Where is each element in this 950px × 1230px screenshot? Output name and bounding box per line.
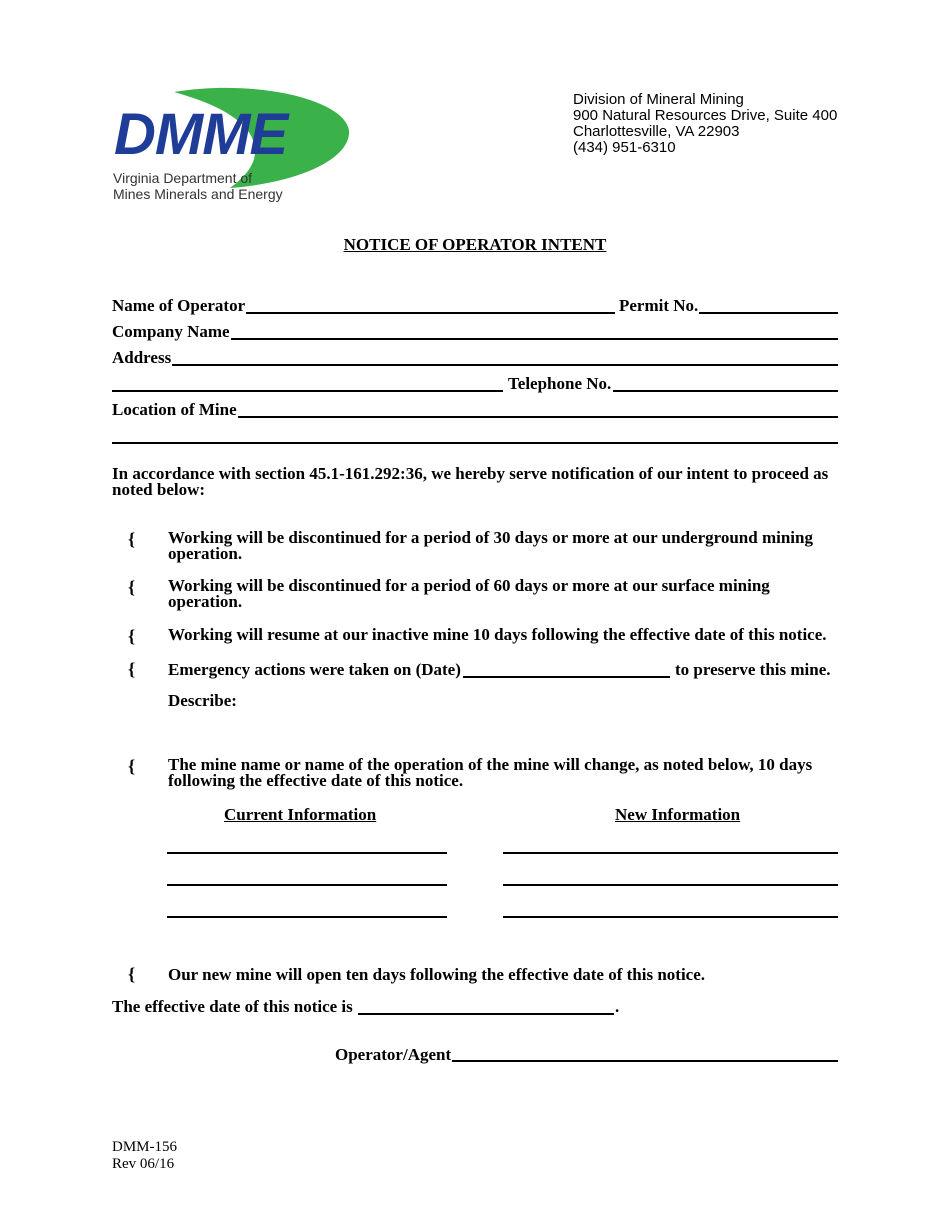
- form-revision: Rev 06/16: [112, 1156, 175, 1172]
- logo-subtitle-line2: Mines Minerals and Energy: [113, 186, 283, 202]
- effective-date-label: The effective date of this notice is: [112, 997, 353, 1016]
- company-name-field[interactable]: [231, 338, 838, 340]
- form-number: DMM-156: [112, 1139, 178, 1155]
- option-1-text: Working will be discontinued for a period of 30 days or more at our underground mining operation.: [168, 528, 813, 563]
- describe-label: Describe:: [168, 691, 237, 710]
- effective-date-field[interactable]: [358, 1013, 614, 1015]
- emergency-date-field[interactable]: [463, 676, 670, 678]
- form-title: NOTICE OF OPERATOR INTENT: [343, 235, 607, 254]
- operator-agent-label: Operator/Agent: [335, 1045, 452, 1064]
- current-info-field-2[interactable]: [167, 884, 447, 886]
- option-4-text-pre: Emergency actions were taken on (Date): [168, 660, 461, 679]
- logo-subtitle-line1: Virginia Department of: [113, 170, 253, 186]
- current-information-heading: Current Information: [224, 805, 377, 824]
- name-of-operator-field[interactable]: [246, 312, 615, 314]
- option-4-checkbox[interactable]: {: [128, 659, 136, 679]
- permit-no-label: Permit No.: [619, 296, 699, 315]
- address-field[interactable]: [172, 364, 838, 366]
- current-info-field-3[interactable]: [167, 916, 447, 918]
- logo-wordmark: DMME: [114, 102, 288, 167]
- location-of-mine-label: Location of Mine: [112, 400, 237, 419]
- option-4-text-post: to preserve this mine.: [675, 660, 831, 679]
- name-of-operator-label: Name of Operator: [112, 296, 246, 315]
- new-info-field-3[interactable]: [503, 916, 838, 918]
- option-2-text: Working will be discontinued for a period of 60 days or more at our surface mining operation.: [168, 576, 770, 611]
- location-of-mine-field[interactable]: [238, 416, 838, 418]
- telephone-no-label: Telephone No.: [508, 374, 612, 393]
- option-5-checkbox[interactable]: {: [128, 756, 136, 776]
- operator-agent-signature-field[interactable]: [452, 1060, 838, 1062]
- option-2-checkbox[interactable]: {: [128, 577, 136, 597]
- option-3-checkbox[interactable]: {: [128, 626, 136, 646]
- company-name-label: Company Name: [112, 322, 230, 341]
- current-info-field-1[interactable]: [167, 852, 447, 854]
- new-info-field-2[interactable]: [503, 884, 838, 886]
- logo-subtitle: [113, 170, 283, 202]
- form-footer: [112, 1139, 177, 1173]
- address-line-2: 900 Natural Resources Drive, Suite 400: [573, 107, 838, 124]
- office-address: [573, 92, 837, 156]
- new-information-heading: New Information: [615, 805, 741, 824]
- address-label: Address: [112, 348, 172, 367]
- intro-paragraph: In accordance with section 45.1-161.292:36, we hereby serve notification of our intent to proceed as noted below:: [112, 464, 829, 499]
- option-6-checkbox[interactable]: {: [128, 964, 136, 984]
- address-field-line-2[interactable]: [112, 390, 503, 392]
- option-5-text: The mine name or name of the operation of the mine will change, as noted below, 10 days following the effective date of this notice.: [168, 755, 813, 790]
- option-1-checkbox[interactable]: {: [128, 529, 136, 549]
- new-info-field-1[interactable]: [503, 852, 838, 854]
- option-6-text: Our new mine will open ten days following the effective date of this notice.: [168, 965, 706, 984]
- address-line-1: Division of Mineral Mining: [573, 91, 744, 108]
- telephone-no-field[interactable]: [613, 390, 838, 392]
- permit-no-field[interactable]: [699, 312, 838, 314]
- option-3-text: Working will resume at our inactive mine 10 days following the effective date of this notice.: [168, 625, 827, 644]
- location-of-mine-field-line-2[interactable]: [112, 442, 838, 444]
- address-line-4: (434) 951-6310: [573, 139, 676, 156]
- address-line-3: Charlottesville, VA 22903: [573, 123, 740, 140]
- effective-date-period: .: [615, 997, 620, 1016]
